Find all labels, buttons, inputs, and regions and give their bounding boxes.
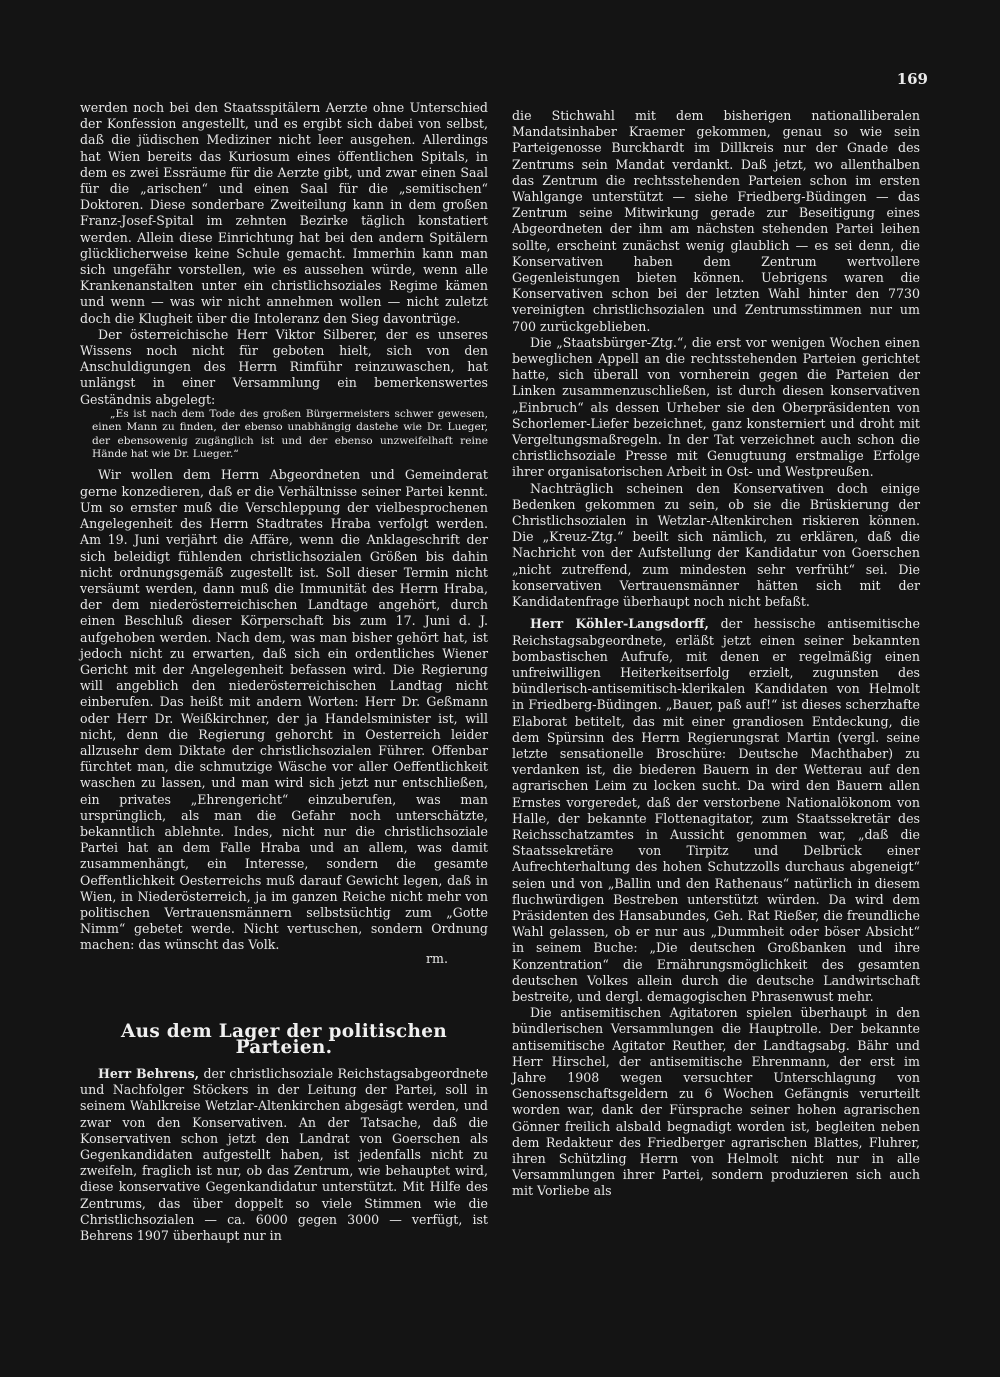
paragraph: Der österreichische Herr Viktor Silberer, der es unseres Wissens noch nicht für geboten hielt, sich von den Anschuldigungen des Herrn Rimführ reinzuwaschen, hat unlängst in einer Versammlung ein bemerkenswertes Geständnis abgelegt: (80, 326, 488, 407)
paragraph: Die „Staatsbürger-Ztg.“, die erst vor wenigen Wochen einen beweglichen Appell an die rechtsstehenden Parteien gerichtet hatte, sich überall von vornherein gegen die Parteien der Linken zusammenzuschließen, ist durch diesen konservativen „Einbruch“ als dessen Urheber sie den Oberpräsidenten von Schorlemer-Liefer bezeichnet, ganz konsterniert und droht mit Vergeltungsmaßregeln. In der Tat verzeichnet auch schon die christlichsoziale Presse mit Genugtuung erstmalige Erfolge ihrer organisatorischen Arbeit in Ost- und Westpreußen. (512, 334, 920, 480)
paragraph: Wir wollen dem Herrn Abgeordneten und Gemeinderat gerne konzedieren, daß er die Verhältnisse seiner Partei kennt. Um so ernster muß die Verschleppung der vielbesprochenen Angelegenheit des Herrn Stadtrates Hraba verfolgt werden. Am 19. Juni verjährt die Affäre, wenn die Anklageschrift der sich beleidigt fühlenden christlichsozialen Größen bis dahin nicht ordnungsgemäß zugestellt ist. Soll dieser Termin nicht versäumt werden, dann muß die Immunität des Herrn Hraba, der dem niederösterreichischen Landtage angehört, durch einen Beschluß dieser Körperschaft bis zum 17. Juni d. J. aufgehoben werden. Nach dem, was man bisher gehört hat, ist jedoch nicht zu erwarten, daß sich ein ordentliches Wiener Gericht mit der Angelegenheit befassen wird. Die Regierung will angeblich den niederösterreichischen Landtag nicht einberufen. Das heißt mit andern Worten: Herr Dr. Geßmann oder Herr Dr. Weißkirchner, der ja Handelsminister ist, will nicht, denn die Regierung gehorcht in Oesterreich leider allzusehr dem Diktate der christlichsozialen Führer. Offenbar fürchtet man, die schmutzige Wäsche vor aller Oeffentlichkeit waschen zu lassen, und man wird sich jetzt nur entschließen, ein privates „Ehrengericht“ einzuberufen, was man ursprünglich, als man die Gefahr noch unterschätzte, bekanntlich ablehnte. Indes, nicht nur die christlichsoziale Partei hat an dem Falle Hraba und an allem, was damit zusammenhängt, ein Interesse, sondern die gesamte Oeffentlichkeit Oesterreichs muß darauf Gewicht legen, daß in Wien, in Niederösterreich, ja im ganzen Reiche nicht mehr von politischen Vertrauensmännern selbstsüchtig zum „Gotte Nimm“ gebetet werde. Nicht vertuschen, sondern Ordnung machen: das wünscht das Volk. (80, 467, 488, 953)
section-heading: Aus dem Lager der politischen Parteien. (120, 1020, 448, 1058)
paragraph: die Stichwahl mit dem bisherigen nationalliberalen Mandatsinhaber Kraemer gekommen, genau so wie sein Parteigenosse Burckhardt im Dillkreis nur der Gnade des Zentrums sein Mandat verdankt. Daß jetzt, wo allenthalben das Zentrum die rechtsstehenden Parteien schon im ersten Wahlgange unterstützt — siehe Friedberg-Büdingen — das Zentrum seine Mitwirkung gerade zur Beseitigung eines Abgeordneten der ihm am nächsten stehenden Partei leihen sollte, erscheint zunächst wenig glaublich — es sei denn, die Konservativen haben dem Zentrum wertvollere Gegenleistungen bieten können. Uebrigens waren die Konservativen schon bei der letzten Wahl hinter den 7730 vereinigten christlichsozialen und Zentrumsstimmen nur um 700 zurückgeblieben. (512, 108, 920, 334)
author-initials: rm. (426, 951, 448, 967)
paragraph (80, 1066, 488, 1244)
signature-line (80, 951, 488, 968)
paragraph (512, 616, 920, 1005)
page-number: 169 (896, 70, 928, 88)
lead-name: Herr Behrens, (98, 1065, 200, 1081)
lead-name: Herr Köhler-Langsdorff, (530, 616, 709, 632)
paragraph-text: der hessische antisemitische Reichstagsabgeordnete, erläßt jetzt einen seiner bekannten bombastischen Aufrufe, mit denen er regelmäßig einen unfreiwilligen Heiterkeitserfolg erzielt, zugunsten des bündlerisch-antisemitisch-klerikalen Kandidaten von Helmolt in Friedberg-Büdingen. „Bauer, paß auf!“ ist dieses scherzhafte Elaborat betitelt, das mit einer grandiosen Entdeckung, die dem Spürsinn des Herrn Regierungsrat Martin (vergl. seine letzte sensationelle Broschüre: Deutsche Machthaber) zu verdanken ist, die biederen Bauern in der Wetterau auf den agrarischen Leim zu locken sucht. Da wird den Bauern allen Ernstes vorgeredet, daß der verstorbene Nationalökonom von Halle, der bekannte Flottenagitator, zum Staatssekretär des Reichsschatzamtes in Aussicht genommen war, „daß die Staatssekretäre von Tirpitz und Delbrück einer Aufrechterhaltung des hohen Schutzzolls durchaus abgeneigt“ seien und von „Ballin und den Rathenaus“ natürlich in diesem fluchwürdigen Bestreben unterstützt würden. Da wird dem Präsidenten des Hansabundes, Geh. Rat Rießer, die freundliche Wahl gelassen, ob er nur aus „Dummheit oder böser Absicht“ in seinem Buche: „Die deutschen Großbanken und ihre Konzentration“ die Ernährungsmöglichkeit des gesamten deutschen Volkes allein durch die deutsche Landwirtschaft bestreite, und dergl. demagogischen Phrasenwust mehr. (512, 616, 920, 1004)
paragraph: werden noch bei den Staatsspitälern Aerzte ohne Unterschied der Konfession angestellt, und es ergibt sich dabei von selbst, daß die jüdischen Mediziner nicht leer ausgehen. Allerdings hat Wien bereits das Kuriosum eines öffentlichen Spitals, in dem es zwei Essräume für die Aerzte gibt, und zwar einen Saal für die „arischen“ und einen Saal für die „semitischen“ Doktoren. Diese sonderbare Zweiteilung kann in dem großen Franz-Josef-Spital im zehnten Bezirke täglich konstatiert werden. Allein diese Einrichtung hat bei den andern Spitälern glücklicherweise keine Schule gemacht. Immerhin kann man sich ungefähr vorstellen, wie es aussehen würde, wenn alle Krankenanstalten unter ein christlichsoziales Regime kämen und wenn — was wir nicht annehmen wollen — nicht zuletzt doch die Klugheit über die Intoleranz den Sieg davontrüge. (80, 100, 488, 326)
paragraph-text: der christlichsoziale Reichstagsabgeordnete und Nachfolger Stöckers in der Leitung der Partei, soll in seinem Wahlkreise Wetzlar-Altenkirchen abgesägt werden, und zwar von den Konservativen. An der Tatsache, daß die Konservativen schon jetzt den Landrat von Goerschen als Gegenkandidaten aufgestellt haben, ist jedenfalls nicht zu zweifeln, fraglich ist nur, ob das Zentrum, wie behauptet wird, diese konservative Gegenkandidatur unterstützt. Mit Hilfe des Zentrums, das über doppelt so viele Stimmen wie die Christlichsozialen — ca. 6000 gegen 3000 — verfügt, ist Behrens 1907 überhaupt nur in (80, 1065, 488, 1244)
left-column (80, 100, 488, 1244)
quote: „Es ist nach dem Tode des großen Bürgermeisters schwer gewesen, einen Mann zu finden, der ebenso unabhängig dastehe wie Dr. Lueger, der ebensowenig zugänglich ist und der ebenso unzweifelhaft reine Hände hat wie Dr. Lueger.“ (92, 407, 488, 461)
paragraph: Die antisemitischen Agitatoren spielen überhaupt in den bündlerischen Versammlungen die Hauptrolle. Der bekannte antisemitische Agitator Reuther, der Landtagsabg. Bähr und Herr Hirschel, der antisemitische Ehrenmann, der erst im Jahre 1908 wegen versuchter Unterschlagung von Genossenschaftsgeldern zu 6 Wochen Gefängnis verurteilt worden war, dank der Fürsprache seiner hohen agrarischen Gönner freilich alsbald begnadigt worden ist, begleiten neben dem Redakteur des Friedberger agrarischen Blattes, Fluhrer, ihren Schützling Herrn von Helmolt nicht nur in alle Versammlungen ihrer Partei, sondern produzieren sich auch mit Vorliebe als (512, 1005, 920, 1199)
right-column (512, 108, 920, 1200)
paragraph: Nachträglich scheinen den Konservativen doch einige Bedenken gekommen zu sein, ob sie die Brüskierung der Christlichsozialen in Wetzlar-Altenkirchen riskieren können. Die „Kreuz-Ztg.“ beeilt sich nämlich, zu erklären, daß die Nachricht von der Aufstellung der Kandidatur von Goerschen „nicht zutreffend, zum mindesten sehr verfrüht“ sei. Die konservativen Vertrauensmänner hätten sich mit der Kandidatenfrage überhaupt noch nicht befaßt. (512, 480, 920, 610)
